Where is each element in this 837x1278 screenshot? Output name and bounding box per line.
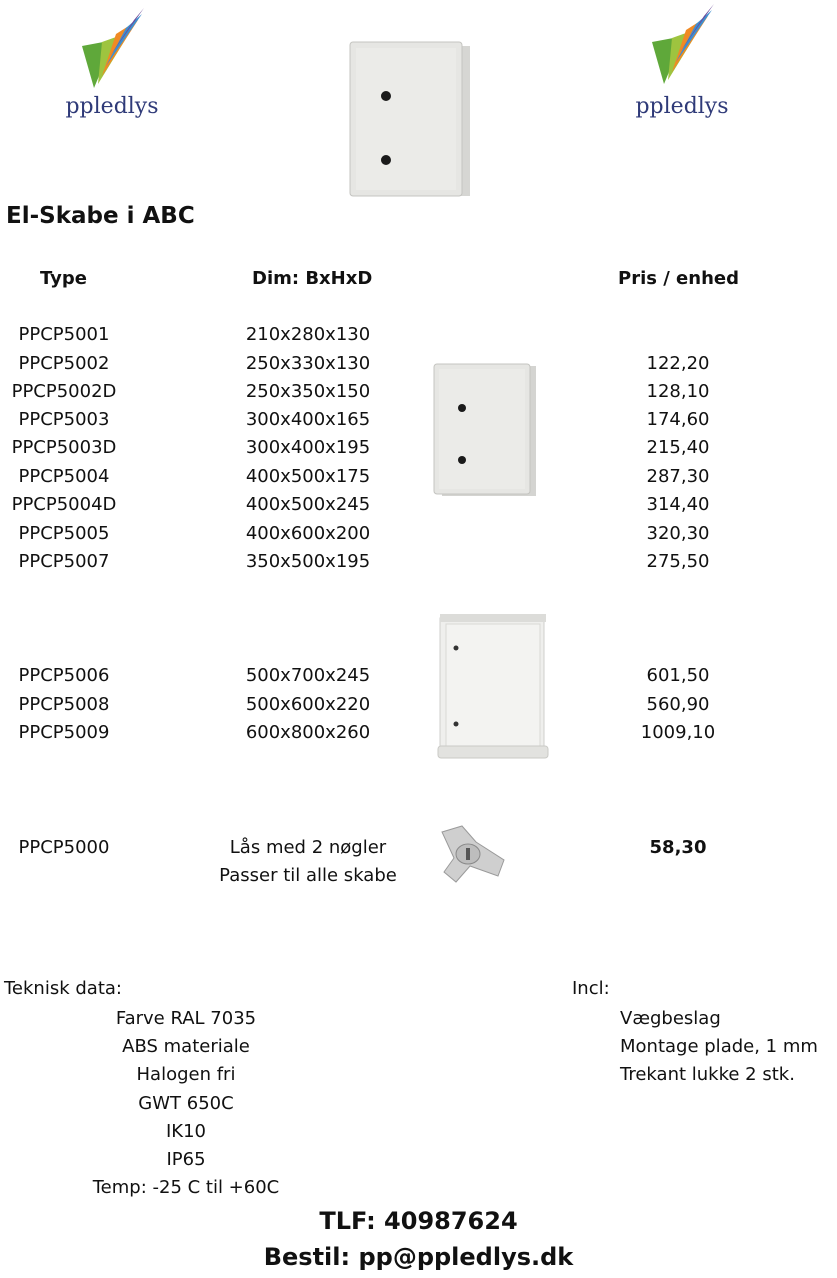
price-cell: 560,90 <box>646 694 710 715</box>
type-cell: PPCP5002D <box>11 381 117 402</box>
list-item: Vægbeslag <box>620 1008 721 1029</box>
type-cell: PPCP5001 <box>18 324 110 345</box>
price-cell: 320,30 <box>646 523 710 544</box>
list-item: GWT 650C <box>138 1093 234 1114</box>
price-cell: 215,40 <box>646 437 710 458</box>
cabinet-image-large <box>436 612 550 762</box>
list-item: Trekant lukke 2 stk. <box>620 1064 795 1085</box>
logo-left <box>52 6 172 136</box>
dim-cell: 250x350x150 <box>245 381 371 402</box>
header-dim: Dim: BxHxD <box>252 268 373 289</box>
dim-cell: 300x400x195 <box>245 437 371 458</box>
type-cell: PPCP5004 <box>18 466 110 487</box>
logo-arrows-icon <box>642 2 722 86</box>
type-cell: PPCP5005 <box>18 523 110 544</box>
dim-cell: 600x800x260 <box>245 722 371 743</box>
dim-cell: 250x330x130 <box>245 353 371 374</box>
type-cell: PPCP5009 <box>18 722 110 743</box>
type-cell: PPCP5004D <box>11 494 117 515</box>
list-item: IP65 <box>166 1149 206 1170</box>
list-item: Farve RAL 7035 <box>115 1008 257 1029</box>
price-cell: 128,10 <box>646 381 710 402</box>
price-cell: 601,50 <box>646 665 710 686</box>
list-item: Halogen fri <box>136 1064 236 1085</box>
lock-description-line2: Passer til alle skabe <box>219 865 397 886</box>
lock-price: 58,30 <box>649 837 707 858</box>
price-cell: 174,60 <box>646 409 710 430</box>
contact-order-email[interactable]: Bestil: pp@ppledlys.dk <box>263 1243 574 1271</box>
list-item: IK10 <box>165 1121 207 1142</box>
logo-right <box>622 2 742 132</box>
logo-right-text: ppledlys <box>635 94 729 119</box>
list-item: Temp: -25 C til +60C <box>92 1177 280 1198</box>
lock-key-icon <box>436 822 510 884</box>
type-cell: PPCP5003 <box>18 409 110 430</box>
dim-cell: 350x500x195 <box>245 551 371 572</box>
type-cell: PPCP5008 <box>18 694 110 715</box>
price-cell: 314,40 <box>646 494 710 515</box>
tech-label: Teknisk data: <box>4 978 122 999</box>
dim-cell: 300x400x165 <box>245 409 371 430</box>
dim-cell: 400x500x245 <box>245 494 371 515</box>
list-item: Montage plade, 1 mm <box>620 1036 818 1057</box>
type-cell: PPCP5003D <box>11 437 117 458</box>
incl-label: Incl: <box>572 978 610 999</box>
price-cell: 275,50 <box>646 551 710 572</box>
type-cell: PPCP5002 <box>18 353 110 374</box>
header-type: Type <box>40 268 87 289</box>
logo-arrows-icon <box>72 6 152 90</box>
list-item: ABS materiale <box>122 1036 250 1057</box>
header-price: Pris / enhed <box>618 268 739 289</box>
type-cell: PPCP5006 <box>18 665 110 686</box>
dim-cell: 210x280x130 <box>245 324 371 345</box>
type-cell: PPCP5007 <box>18 551 110 572</box>
price-cell: 1009,10 <box>640 722 716 743</box>
dim-cell: 400x600x200 <box>245 523 371 544</box>
cabinet-image-top <box>348 40 474 200</box>
price-cell: 122,20 <box>646 353 710 374</box>
page-title: El-Skabe i ABC <box>6 203 195 229</box>
type-cell: PPCP5000 <box>18 837 110 858</box>
contact-phone: TLF: 40987624 <box>319 1207 518 1235</box>
price-cell: 287,30 <box>646 466 710 487</box>
lock-description-line1: Lås med 2 nøgler <box>229 837 387 858</box>
dim-cell: 500x700x245 <box>245 665 371 686</box>
logo-left-text: ppledlys <box>65 94 159 119</box>
dim-cell: 500x600x220 <box>245 694 371 715</box>
dim-cell: 400x500x175 <box>245 466 371 487</box>
cabinet-image-small <box>432 362 538 498</box>
